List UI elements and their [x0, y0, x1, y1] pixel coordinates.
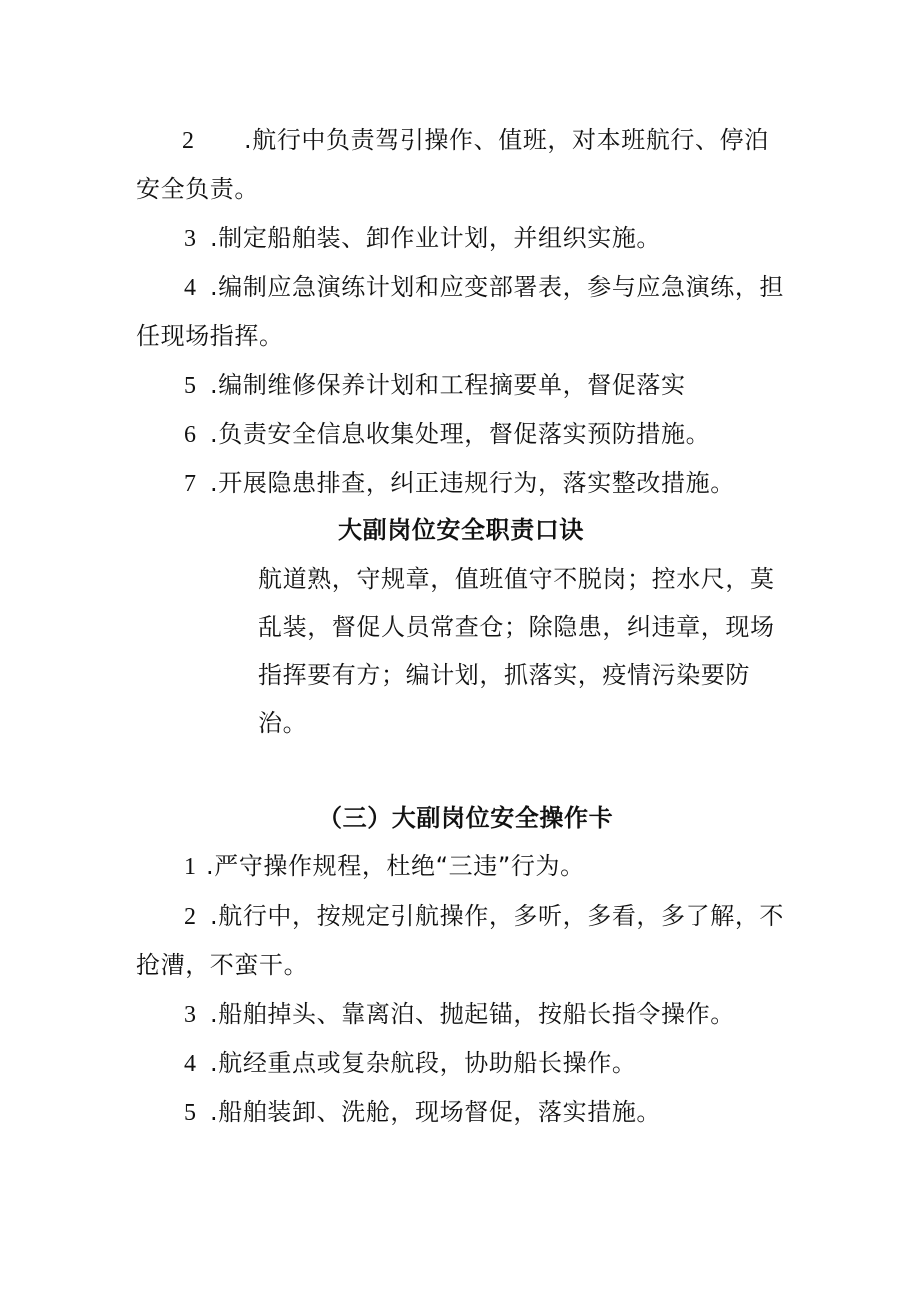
duty-item-4-cont	[136, 320, 284, 352]
op-item-2-cont	[136, 949, 308, 981]
duty-item-5	[184, 369, 686, 402]
duty-number: 3	[184, 226, 197, 252]
op-item-1	[184, 850, 585, 883]
op-number: 1	[184, 854, 197, 880]
duty-text: .制定船舶装、卸作业计划，并组织实施。	[210, 224, 662, 252]
duty-item-2-cont	[136, 173, 259, 205]
op-text: .航经重点或复杂航段，协助船长操作。	[210, 1049, 637, 1077]
mnemonic-line-4: 治。	[258, 709, 308, 737]
op-text: .严守操作规程，杜绝“三违”行为。	[206, 852, 585, 880]
op-number: 3	[184, 1002, 197, 1028]
duty-item-3	[184, 222, 661, 255]
duty-number: 2	[182, 128, 195, 154]
op-card-title: （三）大副岗位安全操作卡	[318, 804, 614, 832]
op-number: 2	[184, 904, 197, 930]
op-text-continued: 抢漕，不蛮干。	[136, 951, 309, 979]
op-item-4	[184, 1047, 636, 1080]
duty-number: 6	[184, 422, 197, 448]
op-text: .船舶掉头、靠离泊、抛起锚，按船长指令操作。	[210, 1000, 735, 1028]
mnemonic-line-1: 航道熟，守规章，值班值守不脱岗；控水尺，莫	[258, 565, 775, 593]
duty-text: .开展隐患排查，纠正违规行为，落实整改措施。	[210, 469, 735, 497]
duty-text: .负责安全信息收集处理，督促落实预防措施。	[210, 420, 711, 448]
op-number: 5	[184, 1100, 197, 1126]
mnemonic-line-2: 乱装，督促人员常查仓；除隐患，纠违章，现场	[258, 613, 775, 641]
duty-text: .编制应急演练计划和应变部署表，参与应急演练，担	[210, 273, 785, 301]
duty-item-7	[184, 467, 735, 500]
duty-item-2	[182, 124, 769, 157]
op-item-5	[184, 1096, 661, 1129]
duty-item-4	[184, 271, 784, 304]
op-number: 4	[184, 1051, 197, 1077]
op-text: .航行中，按规定引航操作，多听，多看，多了解，不	[210, 902, 785, 930]
duty-text: .编制维修保养计划和工程摘要单，督促落实	[210, 371, 686, 399]
duty-item-6	[184, 418, 710, 451]
op-item-2	[184, 900, 784, 933]
duty-text: .航行中负责驾引操作、值班，对本班航行、停泊	[244, 126, 769, 154]
duty-text-continued: 安全负责。	[136, 175, 259, 203]
mnemonic-line-3: 指挥要有方；编计划，抓落实，疫情污染要防	[258, 661, 750, 689]
duty-number: 4	[184, 275, 197, 301]
mnemonic-title: 大副岗位安全职责口诀	[338, 516, 584, 544]
op-item-3	[184, 998, 735, 1031]
duty-number: 5	[184, 373, 197, 399]
op-text: .船舶装卸、洗舱，现场督促，落实措施。	[210, 1098, 662, 1126]
duty-text-continued: 任现场指挥。	[136, 322, 284, 350]
duty-number: 7	[184, 471, 197, 497]
